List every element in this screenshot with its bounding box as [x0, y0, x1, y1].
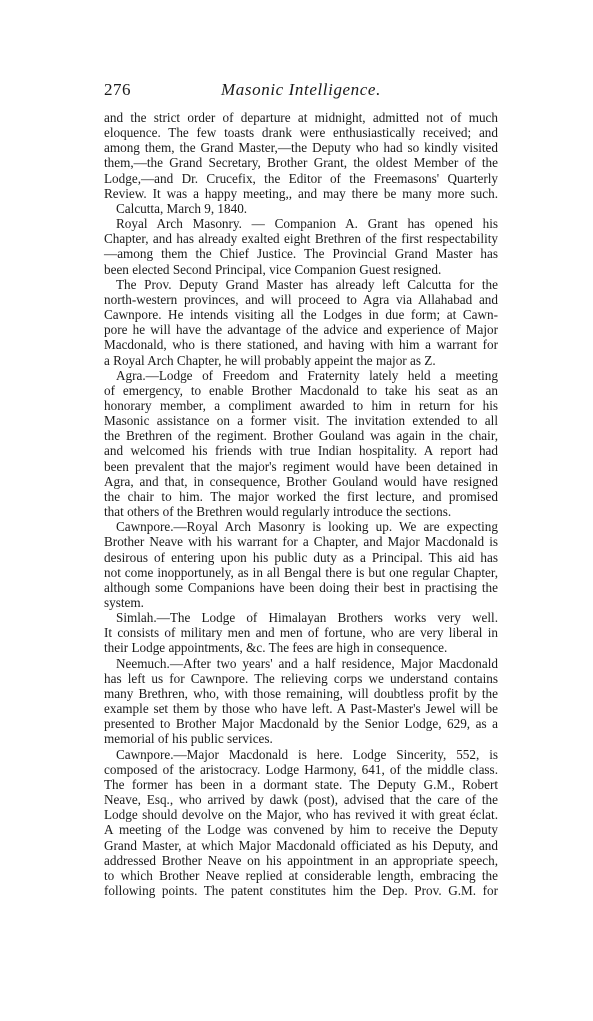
section-simlah: Simlah.—The Lodge of Himalayan Brothers works very well. — [116, 610, 498, 626]
text-line: Brother Neave with his warrant for a Chapter, and Major Macdonald is — [104, 534, 498, 550]
section-neemuch: Neemuch.—After two years' and a half residence, Major Macdonald — [116, 655, 498, 671]
text-line: many Brethren, who, with those remaining, will doubtless profit by the — [104, 685, 498, 701]
page-header — [104, 80, 498, 102]
text-line: Agra, and that, in consequence, Brother Gouland would have resigned — [104, 473, 498, 489]
text-line: honorary member, a compliment awarded to him in return for his — [104, 397, 498, 413]
text-line: to which Brother Neave replied at considerable length, embracing the — [104, 867, 498, 883]
text-line: of emergency, to enable Brother Macdonald to take his seat as an — [104, 382, 498, 398]
dateline: Calcutta, March 9, 1840. — [116, 200, 248, 216]
text-line: Cawnpore. He intends visiting all the Lodges in due form; at Cawn- — [104, 307, 498, 323]
text-line: It consists of military men and men of fortune, who are very liberal in — [104, 625, 498, 641]
text-line: presented to Brother Major Macdonald by the Senior Lodge, 629, as a — [104, 716, 498, 732]
text-line: pore he will have the advantage of the advice and experience of Major — [104, 322, 498, 338]
text-line: Review. It was a happy meeting,, and may there be many more such. — [104, 185, 498, 201]
text-line: memorial of his public services. — [104, 731, 273, 747]
text-line: been elected Second Principal, vice Companion Guest resigned. — [104, 261, 442, 277]
text-line: Masonic assistance on a former visit. The invitation extended to all — [104, 413, 498, 429]
text-line: among them, the Grand Master,—the Deputy who had so kindly visited — [104, 140, 498, 156]
text-line: composed of the aristocracy. Lodge Harmony, 641, of the middle class. — [104, 761, 498, 777]
text-line: the chair to him. The major worked the first lecture, and promised — [104, 488, 498, 504]
text-line: addressed Brother Neave on his appointment in an appropriate speech, — [104, 852, 498, 868]
text-line: them,—the Grand Secretary, Brother Grant, the oldest Member of the — [104, 155, 498, 171]
text-line: although some Companions have been doing their best in practising the — [104, 579, 498, 595]
text-line: not come inopportunely, as in all Bengal there is but one regular Chapter, — [104, 564, 498, 580]
text-line: Chapter, and has already exalted eight Brethren of the first respectability — [104, 231, 498, 247]
text-line: example set them by those who have left. A Past-Master's Jewel will be — [104, 701, 498, 717]
text-line: Lodge should devolve on the Major, who has revived it with great éclat. — [104, 807, 498, 823]
section-cawnpore: Cawnpore.—Royal Arch Masonry is looking up. We are expecting — [116, 519, 498, 535]
text-line: following points. The patent constitutes him the Dep. Prov. G.M. for — [104, 882, 498, 898]
text-line: A meeting of the Lodge was convened by him to receive the Deputy — [104, 822, 498, 838]
section-agra: Agra.—Lodge of Freedom and Fraternity lately held a meeting — [116, 367, 498, 383]
section-royal-arch-masonry: Royal Arch Masonry. — Companion A. Grant has opened his — [116, 216, 498, 232]
text-line: Grand Master, at which Major Macdonald officiated as his Deputy, and — [104, 837, 498, 853]
text-line: —among them the Chief Justice. The Provincial Grand Master has — [104, 246, 498, 262]
text-line: and the strict order of departure at midnight, admitted not of much — [104, 110, 498, 125]
text-line: that others of the Brethren would regularly introduce the sections. — [104, 504, 452, 520]
text-line: system. — [104, 595, 144, 610]
page-number: 276 — [104, 80, 131, 99]
text-line: Macdonald, who is there stationed, and having with him a warrant for — [104, 337, 498, 353]
text-line: desirous of entering upon his public duty as a Principal. This aid has — [104, 549, 498, 565]
text-line: eloquence. The few toasts drank were enthusiastically received; and — [104, 125, 498, 141]
running-title: Masonic Intelligence. — [221, 80, 381, 99]
text-line: The former has been in a dormant state. The Deputy G.M., Robert — [104, 776, 498, 792]
paragraph-start: The Prov. Deputy Grand Master has already left Calcutta for the — [116, 276, 498, 292]
text-line: their Lodge appointments, &c. The fees are high in consequence. — [104, 640, 448, 656]
text-line: a Royal Arch Chapter, he will probably appeint the major as Z. — [104, 352, 436, 368]
text-line: north-western provinces, and will proceed to Agra via Allahabad and — [104, 291, 498, 307]
section-cawnpore-second: Cawnpore.—Major Macdonald is here. Lodge Sincerity, 552, is — [116, 746, 498, 762]
text-line: has left us for Cawnpore. The relieving corps we understand contains — [104, 670, 498, 686]
text-line: the Brethren of the regiment. Brother Gouland was again in the chair, — [104, 428, 498, 444]
text-line: Neave, Esq., who arrived by dawk (post), advised that the care of the — [104, 792, 498, 808]
text-line: been prevalent that the major's regiment would have been detained in — [104, 458, 498, 474]
text-line: Lodge,—and Dr. Crucefix, the Editor of the Freemasons' Quarterly — [104, 170, 498, 186]
body-text — [104, 110, 498, 898]
text-line: and welcomed his friends with true Indian hospitality. A report had — [104, 443, 498, 459]
